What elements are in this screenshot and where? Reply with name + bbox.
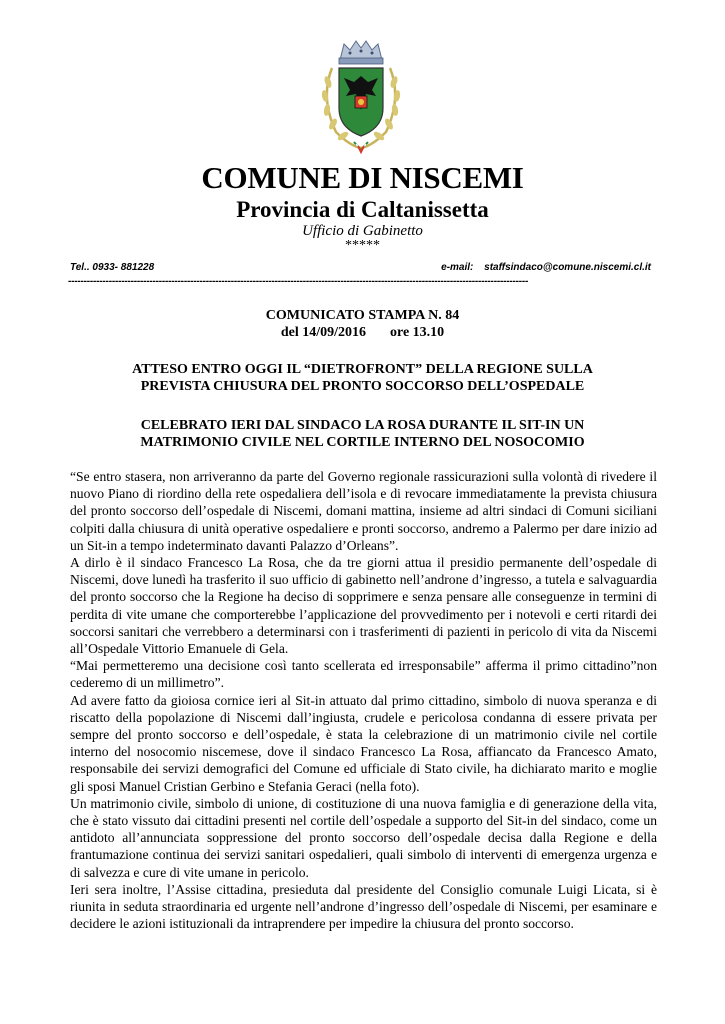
crown-icon [339,41,383,64]
press-release-heading [0,307,725,341]
dashed-separator: --------------------------------------------------------------------------------------------------------------------------------------------------- [68,276,529,287]
paragraph: “Se entro stasera, non arriveranno da parte del Governo regionale rassicurazioni sulla volontà di rivedere il nuovo Piano di riordino della rete ospedaliera dell’isola e di revocare immediatamente la prevista chiusura del pronto soccorso dell’ospedale di Niscemi, domani mattina, insieme ad altri sindaci di Comuni siciliani colpiti dalla chiusura di unità operative ospedaliere e pronti soccorso, andremo a Palermo per dare inizio ad un Sit-in a tempo indeterminato davanti Palazzo d’Orleans”. [70,469,657,553]
office-name: Ufficio di Gabinetto [302,223,423,239]
headline-line: MATRIMONIO CIVILE NEL CORTILE INTERNO DEL NOSOCOMIO [140,435,585,450]
press-release-number: COMUNICATO STAMPA N. 84 [265,308,460,323]
email-label: e-mail: [441,262,474,273]
contact-line [70,262,655,276]
shield-icon [339,68,383,136]
paragraph: Un matrimonio civile, simbolo di unione, di costituzione di una nuova famiglia e di generazione della vita, che è stato vissuto dai cittadini presenti nel cortile dell’ospedale a supporto del Sit-in del sindaco, come un antidoto all’annunciata soppressione del pronto soccorso dell’ospedale decisa dalla Regione e della frantumazione continua dei servizi sanitari ospedalieri, quali simbolo di interventi di emergenza urgenza e di salvezza e cure di vite umane in pericolo. [70,795,657,880]
article-body [70,468,657,932]
email-block [441,262,651,273]
paragraph: Ieri sera inoltre, l’Assise cittadina, presieduta dal presidente del Consiglio comunale Luigi Licata, si è riunita in seduta straordinaria ed urgente nell’androne d’ingresso dell’ospedale di Niscemi, per esaminare e decidere le azioni istituzionali da intraprendere per impedire la chiusura del pronto soccorso. [70,881,657,932]
headline-line: ATTESO ENTRO OGGI IL “DIETROFRONT” DELLA REGIONE SULLA [132,362,593,377]
email-address: staffsindaco@comune.niscemi.cl.it [484,262,651,273]
coat-of-arms-emblem [314,38,408,156]
paragraph: “Mai permetteremo una decisione così tanto scellerata ed irresponsabile” afferma il primo cittadino”non cederemo di un millimetro”. [70,658,657,691]
headline-primary [0,361,725,395]
press-release-date: del 14/09/2016 [280,325,366,340]
paragraph: A dirlo è il sindaco Francesco La Rosa, che da tre giorni attua il presidio permanente dell’ospedale di Niscemi, dove lunedì ha trasferito il suo ufficio di gabinetto nell’androne d’ingresso, a tutela e salvaguardia del pronto soccorso che la Regione ha deciso di sopprimere e senza pensare alle conseguenze in termini di perdita di vite umane che comporterebbe l’applicazione del provvedimento per i notevoli e certi ritardi dei soccorsi sanitari che verrebbero a determinarsi con i trasferimenti di pazienti in pericolo di vita da Niscemi all’Ospedale Vittorio Emanuele di Gela. [70,555,657,657]
headline-line: CELEBRATO IERI DAL SINDACO LA ROSA DURANTE IL SIT-IN UN [140,418,585,433]
stars-divider: ***** [345,238,380,253]
telephone-number: Tel.. 0933- 881228 [70,262,155,273]
paragraph: Ad avere fatto da gioiosa cornice ieri al Sit-in attuato dal primo cittadino, simbolo di nuova speranza e di riscatto della popolazione di Niscemi dall’ingiusta, crudele e pericolosa condanna di essere privata per sempre del pronto soccorso e dell’ospedale, è stata la celebrazione di un matrimonio civile nel cortile interno del nosocomio niscemese, dove il sindaco Francesco La Rosa, affiancato da Francesco Amato, responsabile dei servizi demografici del Comune ed ufficiale di Stato civile, ha dichiarato marito e moglie gli sposi Manuel Cristian Gerbino e Stefania Geraci (nella foto). [70,692,657,794]
headline-secondary [0,417,725,451]
province-name: Provincia di Caltanissetta [236,197,489,222]
headline-line: PREVISTA CHIUSURA DEL PRONTO SOCCORSO DELL’OSPEDALE [140,379,585,394]
press-release-time: ore 13.10 [389,325,445,340]
municipality-title: COMUNE DI NISCEMI [201,160,524,195]
press-release-datetime [0,324,725,341]
